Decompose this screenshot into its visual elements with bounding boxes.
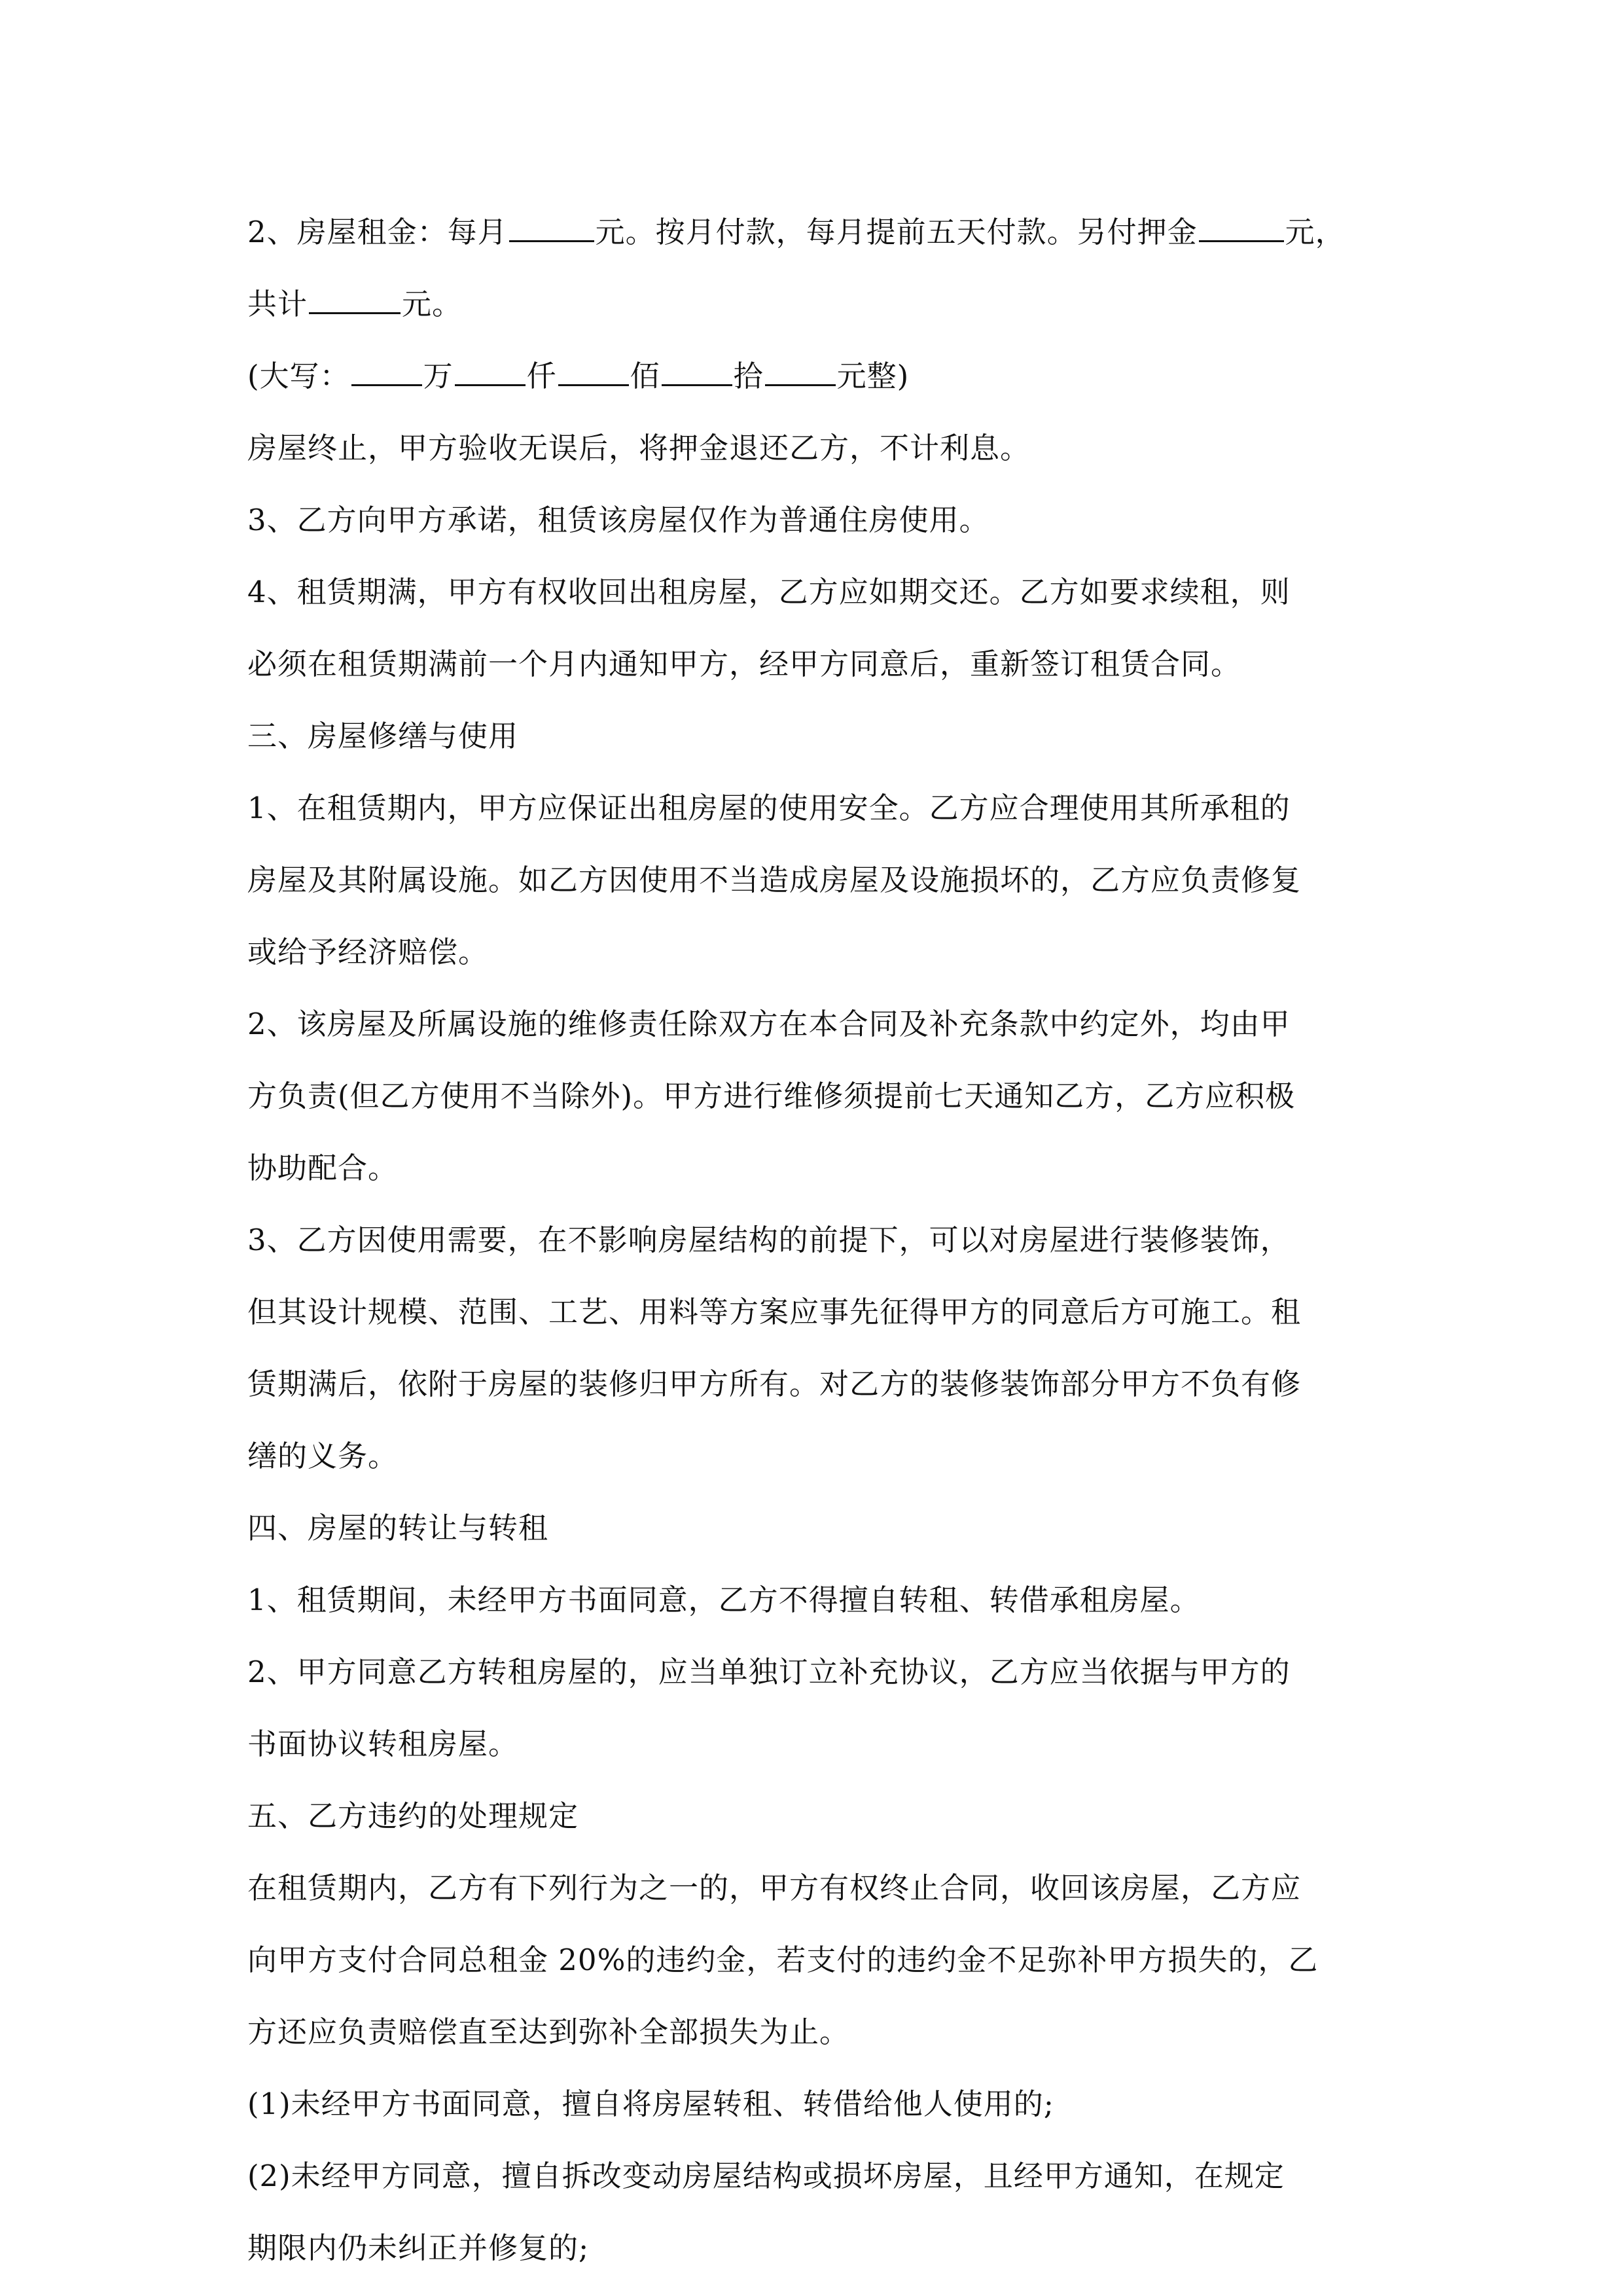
clause-line: 必须在租赁期满前一个月内通知甲方，经甲方同意后，重新签订租赁合同。 (247, 647, 1241, 681)
clause-line: 赁期满后，依附于房屋的装修归甲方所有。对乙方的装修装饰部分甲方不负有修 (247, 1367, 1302, 1401)
rent-line-2 (247, 268, 1386, 340)
clause-line: 但其设计规模、范围、工艺、用料等方案应事先征得甲方的同意后方可施工。租 (247, 1295, 1302, 1329)
section-heading: 五、乙方违约的处理规定 (247, 1799, 579, 1833)
amount-text: (大写： (247, 359, 350, 393)
amount-text: 佰 (630, 359, 660, 393)
deposit-return-line: 房屋终止，甲方验收无误后，将押金退还乙方，不计利息。 (247, 431, 1031, 465)
section-heading: 四、房屋的转让与转租 (247, 1511, 549, 1545)
yuan-blank (765, 353, 836, 386)
bai-blank (558, 353, 629, 386)
qian-blank (455, 353, 526, 386)
clause-line: 4、租赁期满，甲方有权收回出租房屋，乙方应如期交还。乙方如要求续租，则 (247, 575, 1291, 609)
clause-line: 1、在租赁期内，甲方应保证出租房屋的使用安全。乙方应合理使用其所承租的 (247, 791, 1291, 825)
deposit-blank (1199, 209, 1284, 242)
clause-line: 或给予经济赔偿。 (247, 935, 489, 969)
rent-text: 元， (1285, 215, 1346, 249)
amount-text: 拾 (733, 359, 764, 393)
clause-line: 2、该房屋及所属设施的维修责任除双方在本合同及补充条款中约定外，均由甲 (247, 1007, 1291, 1041)
clause-line: (2)未经甲方同意，擅自拆改变动房屋结构或损坏房屋，且经甲方通知，在规定 (247, 2159, 1285, 2193)
clause-line: 向甲方支付合同总租金 20%的违约金，若支付的违约金不足弥补甲方损失的，乙 (247, 1943, 1319, 1977)
clause-line: 书面协议转租房屋。 (247, 1727, 519, 1761)
clause-line: 方负责(但乙方使用不当除外)。甲方进行维修须提前七天通知乙方，乙方应积极 (247, 1079, 1296, 1113)
clause-line: 协助配合。 (247, 1151, 399, 1185)
clause-line: 房屋及其附属设施。如乙方因使用不当造成房屋及设施损坏的，乙方应负责修复 (247, 863, 1302, 897)
clause-line: 3、乙方因使用需要，在不影响房屋结构的前提下，可以对房屋进行装修装饰， (247, 1223, 1291, 1257)
document-page (247, 196, 1386, 2284)
rent-text: 2、房屋租金：每月 (247, 215, 508, 249)
clause-line: (1)未经甲方书面同意，擅自将房屋转租、转借给他人使用的; (247, 2087, 1054, 2121)
clause-line: 2、甲方同意乙方转租房屋的，应当单独订立补充协议，乙方应当依据与甲方的 (247, 1655, 1291, 1689)
clause-line: 缮的义务。 (247, 1439, 399, 1473)
wan-blank (351, 353, 422, 386)
amount-text: 仟 (526, 359, 557, 393)
amount-text: 万 (423, 359, 454, 393)
clause-line: 在租赁期内，乙方有下列行为之一的，甲方有权终止合同，收回该房屋，乙方应 (247, 1871, 1302, 1905)
shi-blank (662, 353, 732, 386)
section-heading: 三、房屋修缮与使用 (247, 719, 519, 753)
rent-text: 元。 (402, 287, 463, 321)
rent-text: 元。按月付款，每月提前五天付款。另付押金 (595, 215, 1198, 249)
clause-line: 方还应负责赔偿直至达到弥补全部损失为止。 (247, 2015, 850, 2049)
rent-line-1 (247, 196, 1386, 268)
amount-in-words-line (247, 340, 1386, 412)
total-blank (309, 281, 401, 314)
monthly-rent-blank (509, 209, 594, 242)
clause-line: 3、乙方向甲方承诺，租赁该房屋仅作为普通住房使用。 (247, 503, 990, 537)
clause-line: 1、租赁期间，未经甲方书面同意，乙方不得擅自转租、转借承租房屋。 (247, 1583, 1200, 1617)
clause-line: 期限内仍未纠正并修复的; (247, 2231, 590, 2265)
amount-text: 元整) (836, 359, 910, 393)
rent-text: 共计 (247, 287, 308, 321)
